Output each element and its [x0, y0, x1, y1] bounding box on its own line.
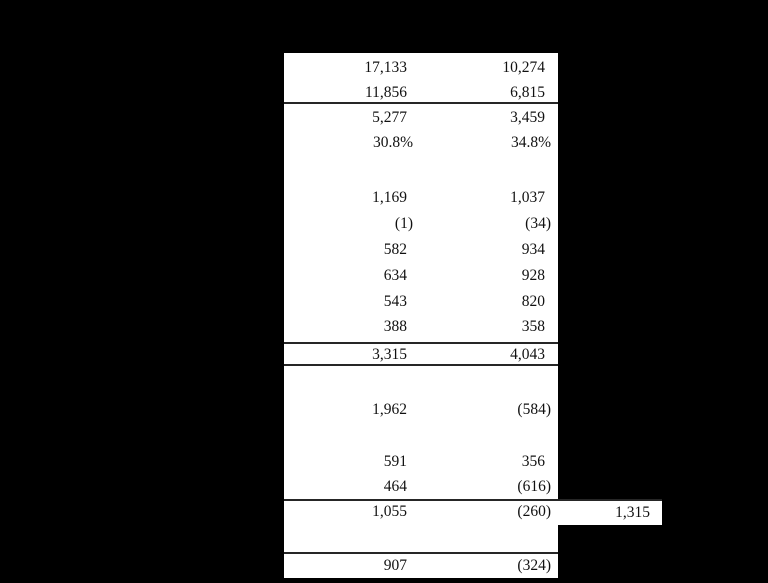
- horizontal-rule: [284, 364, 558, 366]
- table-row-total: [284, 554, 558, 578]
- table-row: [284, 105, 558, 131]
- value-col1: 1,055: [372, 503, 407, 520]
- value-col2: 3,459: [510, 109, 545, 126]
- value-col2: (260): [517, 503, 551, 520]
- value-col1: 464: [383, 478, 407, 495]
- table-row: [284, 397, 558, 423]
- table-row: [284, 130, 558, 156]
- table-row: [284, 237, 558, 263]
- value-col2: (324): [517, 557, 551, 574]
- callout-value-cell: 1,315: [558, 501, 662, 525]
- table-row: [284, 314, 558, 340]
- value-col2: (34): [525, 215, 551, 232]
- table-row-subtotal: [284, 500, 558, 524]
- value-col2: 6,815: [510, 84, 545, 101]
- value-col1: 634: [383, 267, 407, 284]
- value-col1: 907: [383, 557, 407, 574]
- value-col1: 1,169: [372, 189, 407, 206]
- table-row: [284, 185, 558, 211]
- table-row: [284, 263, 558, 289]
- value-col1: 543: [383, 293, 407, 310]
- table-row: [284, 474, 558, 500]
- value-col1: 11,856: [364, 84, 407, 101]
- value-col2: 1,037: [510, 189, 545, 206]
- value-col2: 34.8%: [510, 134, 551, 151]
- value-col1: 3,315: [372, 346, 407, 363]
- value-col2: 10,274: [502, 59, 545, 76]
- value-col2: 4,043: [510, 346, 545, 363]
- table-row: [284, 289, 558, 315]
- value-col1: 582: [383, 241, 407, 258]
- value-col1: 5,277: [372, 109, 407, 126]
- value-col2: (616): [517, 478, 551, 495]
- value-col2: 356: [521, 453, 545, 470]
- value-col2: 820: [521, 293, 545, 310]
- value-col1: 591: [383, 453, 407, 470]
- table-row: [284, 449, 558, 475]
- value-col2: (584): [517, 401, 551, 418]
- table-row: [284, 211, 558, 237]
- value-col2: 928: [521, 267, 545, 284]
- value-col2: 358: [521, 318, 545, 335]
- value-col2: 934: [521, 241, 545, 258]
- financial-table-panel: [284, 53, 558, 578]
- value-col1: 17,133: [364, 59, 407, 76]
- value-col1: 30.8%: [372, 134, 413, 151]
- value-col1: (1): [394, 215, 413, 232]
- horizontal-rule: [284, 102, 558, 104]
- table-row: [284, 55, 558, 81]
- value-col1: 1,962: [372, 401, 407, 418]
- value-col1: 388: [383, 318, 407, 335]
